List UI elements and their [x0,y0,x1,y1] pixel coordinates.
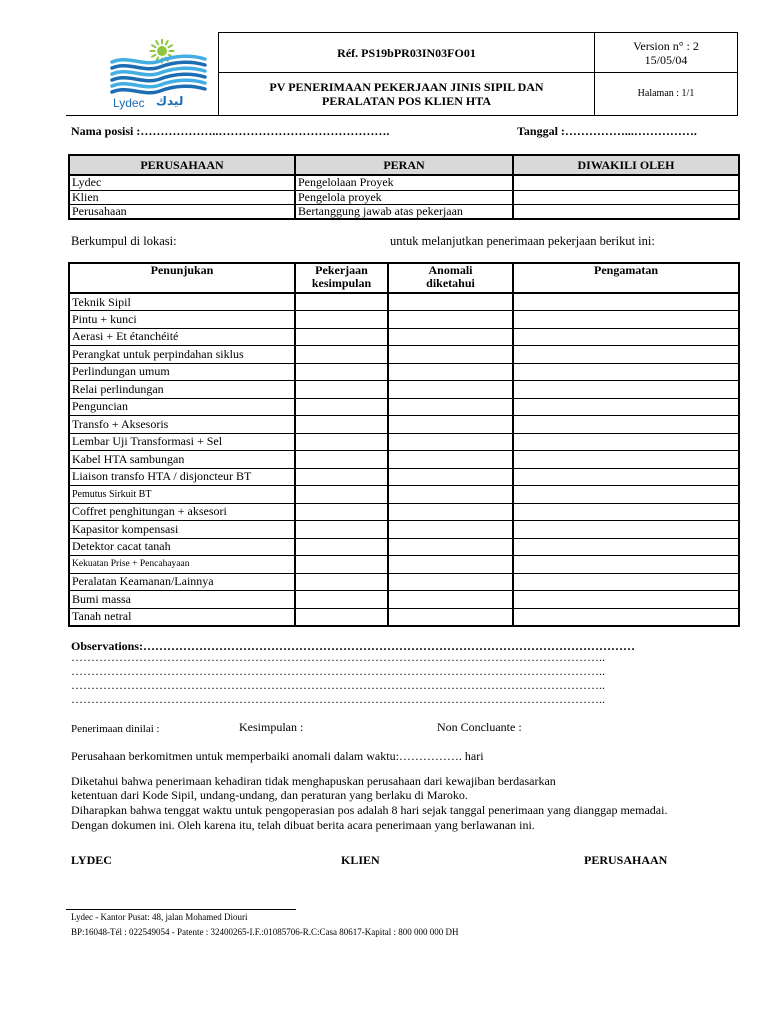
checklist-work-completed-cell [295,451,388,469]
date-field: Tanggal :……………...……………. [517,124,697,138]
checklist-remarks-cell [513,503,739,521]
checklist-work-completed-cell [295,416,388,434]
col-header-work-completed: Pekerjaan kesimpulan [295,263,388,293]
checklist-row [69,381,739,399]
checklist-row [69,293,739,311]
observations-label: Observations:…………………………………………………………………………………………………………… [71,639,635,653]
note-line: ketentuan dari Kode Sipil, undang-undang, dan peraturan yang berlaku di Maroko. [71,788,468,802]
checklist-row [69,416,739,434]
checklist-remarks-cell [513,381,739,399]
assessment-non-conclusive: Non Concluante : [437,720,522,734]
col-header-anomaly-label: Anomali diketahui [426,263,475,290]
checklist-anomaly-cell [388,293,513,311]
page-cell [595,73,737,115]
col-header-designation: Penunjukan [69,263,295,293]
party-name: Lydec [69,175,295,190]
commitment-text: Perusahaan berkomitmen untuk memperbaiki anomali dalam waktu:……………. hari [71,749,484,763]
checklist-remarks-cell [513,416,739,434]
checklist-remarks-cell [513,468,739,486]
signature-company: PERUSAHAAN [584,853,668,867]
meeting-location-label: Berkumpul di lokasi: [71,234,177,248]
checklist-remarks-cell [513,521,739,539]
signature-client: KLIEN [341,853,380,867]
checklist-anomaly-cell [388,328,513,346]
col-header-anomaly [388,263,513,293]
checklist-row [69,591,739,609]
checklist-work-completed-cell [295,591,388,609]
col-header-company: PERUSAHAAN [69,155,295,175]
checklist-row [69,398,739,416]
checklist-remarks-cell [513,398,739,416]
lydec-logo-icon [100,38,210,100]
checklist-remarks-cell [513,433,739,451]
checklist-row [69,573,739,591]
checklist-remarks-cell [513,363,739,381]
checklist-anomaly-cell [388,468,513,486]
checklist-item-label: Kapasitor kompensasi [69,521,295,539]
checklist-remarks-cell [513,346,739,364]
footer-rule [66,909,296,910]
checklist-anomaly-cell [388,311,513,329]
checklist-item-label: Liaison transfo HTA / disjoncteur BT [69,468,295,486]
checklist-work-completed-cell [295,608,388,626]
checklist-remarks-cell [513,293,739,311]
checklist-work-completed-cell [295,311,388,329]
checklist-anomaly-cell [388,538,513,556]
assessment-label: Penerimaan dinilai : [71,723,160,735]
meeting-purpose: untuk melanjutkan penerimaan pekerjaan berikut ini: [390,234,655,248]
party-name: Klien [69,190,295,204]
document-reference: Réf. PS19bPR03IN03FO01 [337,45,476,60]
observations-line: …………………………………………………………………………………………………………………….. [71,664,605,678]
header-bottom-rule [66,115,218,116]
observations-line: …………………………………………………………………………………………………………………….. [71,678,605,692]
checklist-anomaly-cell [388,556,513,574]
party-role: Pengelola proyek [295,190,513,204]
checklist-remarks-cell [513,556,739,574]
checklist-row [69,538,739,556]
checklist-work-completed-cell [295,328,388,346]
checklist-anomaly-cell [388,591,513,609]
checklist-header-row [69,263,739,293]
reference-cell [219,33,594,72]
checklist-remarks-cell [513,538,739,556]
position-name-field: Nama posisi :………………..……………………………………. [71,124,390,138]
checklist-table [68,262,740,627]
checklist-row [69,608,739,626]
checklist-anomaly-cell [388,451,513,469]
checklist-row [69,346,739,364]
checklist-work-completed-cell [295,521,388,539]
checklist-work-completed-cell [295,381,388,399]
logo [66,32,218,116]
checklist-anomaly-cell [388,346,513,364]
checklist-row [69,451,739,469]
checklist-anomaly-cell [388,433,513,451]
checklist-item-label: Transfo + Aksesoris [69,416,295,434]
checklist-row [69,556,739,574]
checklist-work-completed-cell [295,556,388,574]
checklist-row [69,311,739,329]
version-cell [595,33,737,72]
document-title-line2: PERALATAN POS KLIEN HTA [321,94,492,108]
parties-header-row [69,155,739,175]
checklist-remarks-cell [513,311,739,329]
checklist-work-completed-cell [295,503,388,521]
checklist-item-label: Tanah netral [69,608,295,626]
document-version: Version n° : 2 [633,38,699,53]
waves-icon [112,56,205,93]
checklist-work-completed-cell [295,433,388,451]
checklist-remarks-cell [513,591,739,609]
checklist-anomaly-cell [388,398,513,416]
party-representative-cell [513,204,739,219]
checklist-anomaly-cell [388,573,513,591]
checklist-anomaly-cell [388,608,513,626]
checklist-item-label: Kekuatan Prise + Pencahayaan [69,556,295,574]
checklist-work-completed-cell [295,293,388,311]
checklist-anomaly-cell [388,416,513,434]
checklist-remarks-cell [513,573,739,591]
checklist-remarks-cell [513,486,739,504]
checklist-work-completed-cell [295,363,388,381]
checklist-item-label: Bumi massa [69,591,295,609]
checklist-row [69,486,739,504]
observations-line: …………………………………………………………………………………………………………………….. [71,692,605,706]
checklist-item-label: Coffret penghitungan + aksesori [69,503,295,521]
checklist-anomaly-cell [388,363,513,381]
assessment-conclusive: Kesimpulan : [239,720,304,734]
checklist-item-label: Lembar Uji Transformasi + Sel [69,433,295,451]
checklist-item-label: Perangkat untuk perpindahan siklus [69,346,295,364]
checklist-item-label: Teknik Sipil [69,293,295,311]
checklist-item-label: Relai perlindungan [69,381,295,399]
logo-wordmark: Lydec [113,96,145,110]
col-header-role: PERAN [295,155,513,175]
checklist-anomaly-cell [388,381,513,399]
footer-address: Lydec - Kantor Pusat: 48, jalan Mohamed Diouri [71,912,248,922]
checklist-item-label: Penguncian [69,398,295,416]
checklist-anomaly-cell [388,486,513,504]
checklist-work-completed-cell [295,538,388,556]
checklist-item-label: Detektor cacat tanah [69,538,295,556]
checklist-row [69,468,739,486]
checklist-item-label: Pintu + kunci [69,311,295,329]
checklist-remarks-cell [513,328,739,346]
parties-row [69,190,739,204]
document-date: 15/05/04 [644,52,688,67]
note-line: Dengan dokumen ini. Oleh karena itu, telah dibuat berita acara penerimaan yang berlawanan ini. [71,818,535,832]
checklist-work-completed-cell [295,468,388,486]
col-header-remarks: Pengamatan [513,263,739,293]
parties-table [68,154,740,220]
document-title-line1: PV PENERIMAAN PEKERJAAN JINIS SIPIL DAN [269,80,544,94]
checklist-item-label: Kabel HTA sambungan [69,451,295,469]
checklist-work-completed-cell [295,346,388,364]
checklist-work-completed-cell [295,398,388,416]
note-line: Diketahui bahwa penerimaan kehadiran tidak menghapuskan perusahaan dari kewajiban berdasarkan [71,774,556,788]
parties-row [69,204,739,219]
checklist-row [69,521,739,539]
checklist-item-label: Pemutus Sirkuit BT [69,486,295,504]
party-representative-cell [513,190,739,204]
footer-registration: BP:16048-Tél : 022549054 - Patente : 32400265-I.F.:01085706-R.C:Casa 80617-Kapital : 800 000 000 DH [71,927,459,937]
checklist-row [69,433,739,451]
logo-arabic-wordmark: ليدك [156,94,184,108]
checklist-row [69,328,739,346]
checklist-remarks-cell [513,608,739,626]
checklist-work-completed-cell [295,486,388,504]
col-header-represented-by: DIWAKILI OLEH [513,155,739,175]
title-cell [219,73,594,115]
parties-row [69,175,739,190]
checklist-remarks-cell [513,451,739,469]
checklist-body [69,293,739,626]
checklist-row [69,503,739,521]
page-number: Halaman : 1/1 [637,88,695,99]
observations-line: …………………………………………………………………………………………………………………….. [71,650,605,664]
checklist-item-label: Aerasi + Et étanchéité [69,328,295,346]
checklist-anomaly-cell [388,503,513,521]
document-header [218,32,738,116]
checklist-work-completed-cell [295,573,388,591]
note-line: Diharapkan bahwa tenggat waktu untuk pengoperasian pos adalah 8 hari sejak tanggal penerimaan yang dianggap memadai. [71,803,668,817]
party-role: Bertanggung jawab atas pekerjaan [295,204,513,219]
checklist-item-label: Perlindungan umum [69,363,295,381]
party-representative-cell [513,175,739,190]
signature-lydec: LYDEC [71,853,112,867]
party-role: Pengelolaan Proyek [295,175,513,190]
checklist-row [69,363,739,381]
checklist-item-label: Peralatan Keamanan/Lainnya [69,573,295,591]
checklist-anomaly-cell [388,521,513,539]
party-name: Perusahaan [69,204,295,219]
